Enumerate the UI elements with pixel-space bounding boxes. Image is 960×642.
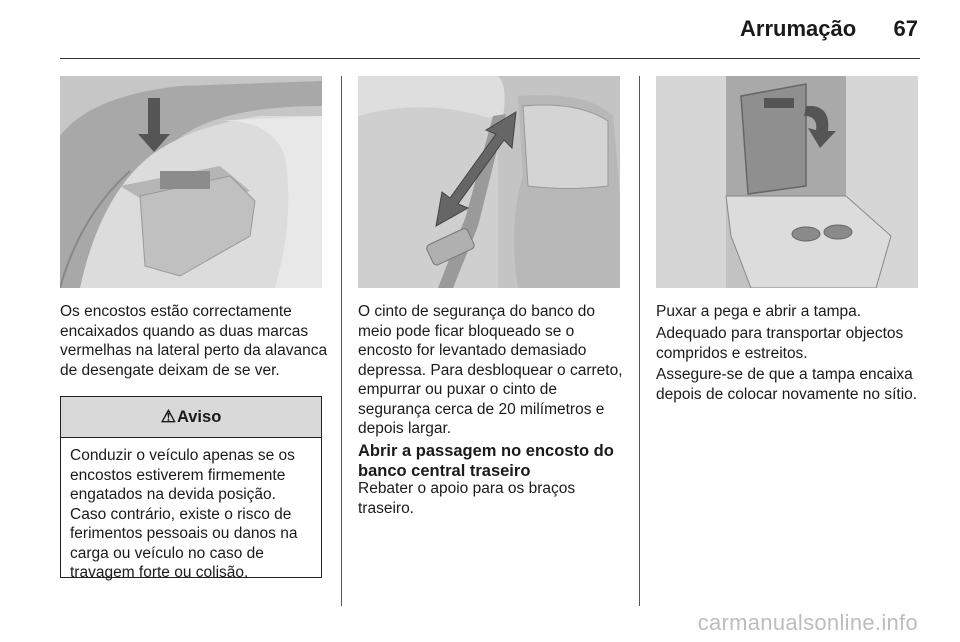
seat-belt-adjustment-illustration	[358, 76, 620, 288]
armrest-passthrough-hatch-illustration	[656, 76, 918, 288]
column-divider	[639, 76, 640, 606]
open-lid-instruction: Puxar a pega e abrir a tampa.	[656, 303, 862, 320]
warning-title: Aviso	[176, 407, 222, 426]
warning-triangle-icon: ⚠	[160, 407, 176, 426]
column-divider	[341, 76, 342, 606]
seat-belt-paragraph: O cinto de segurança do banco do meio pode ficar bloqueado se o encosto for levantado demasiado depressa. Para desbloquear o carreto, empurrar ou puxar o cinto de segurança cerca de 20 milímetros e depois largar.	[358, 303, 623, 437]
lid-check-paragraph: Assegure-se de que a tampa encaixa depois de colocar novamente no sítio.	[656, 366, 918, 403]
backrest-paragraph: Os encostos estão correctamente encaixados quando as duas marcas vermelhas na lateral perto da alavanca de desengate deixam de se ver.	[60, 303, 328, 379]
warning-box	[60, 396, 322, 581]
header-rule	[60, 58, 920, 59]
seat-backrest-release-lever-illustration	[60, 76, 322, 288]
page-number: 67	[893, 16, 918, 41]
page-title: Arrumação	[740, 16, 857, 41]
suitability-paragraph: Adequado para transportar objectos compridos e estreitos.	[656, 325, 904, 362]
watermark: carmanualsonline.info	[697, 610, 918, 635]
warning-text: Conduzir o veículo apenas se os encostos estiverem firmemente engatados na devida posição. Caso contrário, existe o risco de ferimentos pessoais ou danos na carga ou veículo no caso de travagem forte ou colisão.	[70, 447, 298, 581]
passthrough-heading: Abrir a passagem no encosto do banco central traseiro	[358, 442, 614, 480]
armrest-instruction: Rebater o apoio para os braços traseiro.	[358, 480, 576, 517]
warning-header	[61, 397, 321, 438]
